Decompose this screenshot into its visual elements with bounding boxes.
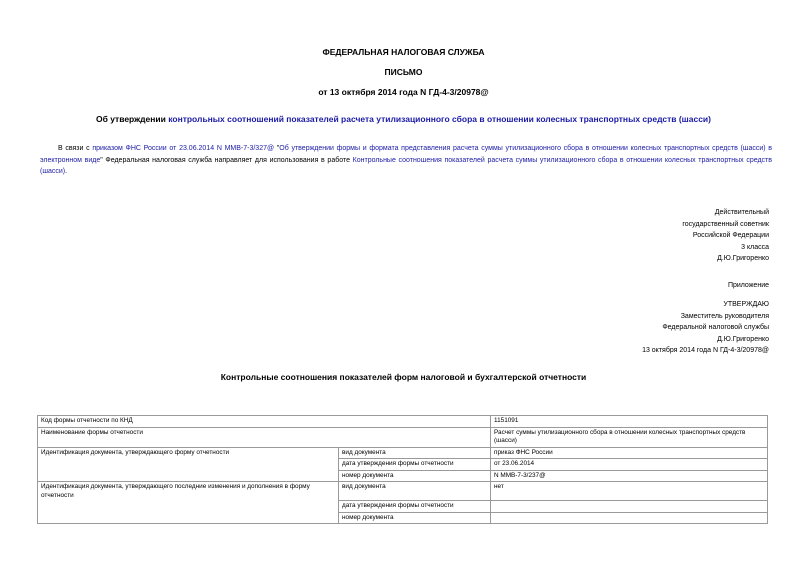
- table-cell: нет: [491, 482, 768, 501]
- table-cell: Идентификация документа, утверждающего последние изменения и дополнения в форму отчетности: [38, 482, 339, 524]
- table-cell: Код формы отчетности по КНД: [38, 416, 491, 428]
- order-link[interactable]: приказом ФНС России от 23.06.2014 N ММВ-7-3/327@: [92, 145, 275, 152]
- order-title-link[interactable]: Об утверждении формы и формата представления расчета суммы утилизационного сбора в отношении колесных транспортных средств (шасси) в электронном виде: [40, 145, 772, 164]
- table-cell: Наименование формы отчетности: [38, 427, 491, 447]
- signature-line: Действительный: [714, 209, 769, 216]
- body-text-2: ": [274, 145, 280, 152]
- control-ratios-link[interactable]: Контрольные соотношения показателей расчета суммы утилизационного сбора в отношении колесных транспортных средств (шасси): [40, 156, 772, 175]
- table-cell: 1151091: [491, 416, 768, 428]
- body-text-3: " Федеральная налоговая служба направляет для использования в работе: [100, 156, 353, 164]
- approval-line: УТВЕРЖДАЮ: [723, 301, 769, 308]
- table-row: [38, 482, 768, 501]
- table-row: [38, 427, 768, 447]
- signature-line: 3 класса: [741, 243, 769, 251]
- subject-link[interactable]: контрольных соотношений показателей расчета утилизационного сбора в отношении колесных транспортных средств (шасси): [168, 114, 711, 124]
- table-cell: [491, 512, 768, 524]
- signature-line: государственный советник: [682, 220, 769, 228]
- table-cell: от 23.06.2014: [491, 459, 768, 471]
- approval-line: Д.Ю.Григоренко: [717, 335, 769, 343]
- subject-title: [0, 114, 807, 124]
- appendix-label: Приложение: [727, 282, 769, 289]
- table-cell: номер документа: [339, 470, 491, 482]
- table-cell: N ММВ-7-3/237@: [491, 470, 768, 482]
- body-text-4: .: [65, 168, 68, 175]
- body-paragraph: [40, 143, 772, 178]
- table-cell: вид документа: [339, 447, 491, 459]
- table-cell: [491, 501, 768, 513]
- control-table: [37, 415, 768, 524]
- approval-line: 13 октября 2014 года N ГД-4-3/20978@: [642, 347, 769, 354]
- table-title: Контрольные соотношения показателей форм налоговой и бухгалтерской отчетности: [220, 372, 587, 382]
- table-cell: дата утверждения формы отчетности: [339, 501, 491, 513]
- table-cell: Расчет суммы утилизационного сбора в отношении колесных транспортных средств (шасси): [491, 427, 768, 447]
- table-cell: номер документа: [339, 512, 491, 524]
- header-doc-type: ПИСЬМО: [384, 67, 423, 77]
- approval-line: Федеральной налоговой службы: [662, 324, 769, 331]
- table-cell: Идентификация документа, утверждающего форму отчетности: [38, 447, 339, 482]
- signature-block: [682, 207, 769, 265]
- table-row: [38, 447, 768, 459]
- table-row: [38, 416, 768, 428]
- approval-line: Заместитель руководителя: [680, 312, 769, 320]
- signature-line: Российской Федерации: [692, 232, 769, 239]
- header-date-number: от 13 октября 2014 года N ГД-4-3/20978@: [318, 87, 489, 97]
- signature-line: Д.Ю.Григоренко: [717, 255, 769, 262]
- table-cell: вид документа: [339, 482, 491, 501]
- header-org: ФЕДЕРАЛЬНАЯ НАЛОГОВАЯ СЛУЖБА: [322, 47, 485, 57]
- approval-block: [642, 299, 769, 357]
- table-cell: приказ ФНС России: [491, 447, 768, 459]
- body-text-1: В связи с: [58, 145, 93, 152]
- table-cell: дата утверждения формы отчетности: [339, 459, 491, 471]
- subject-prefix: Об утверждении: [96, 114, 169, 124]
